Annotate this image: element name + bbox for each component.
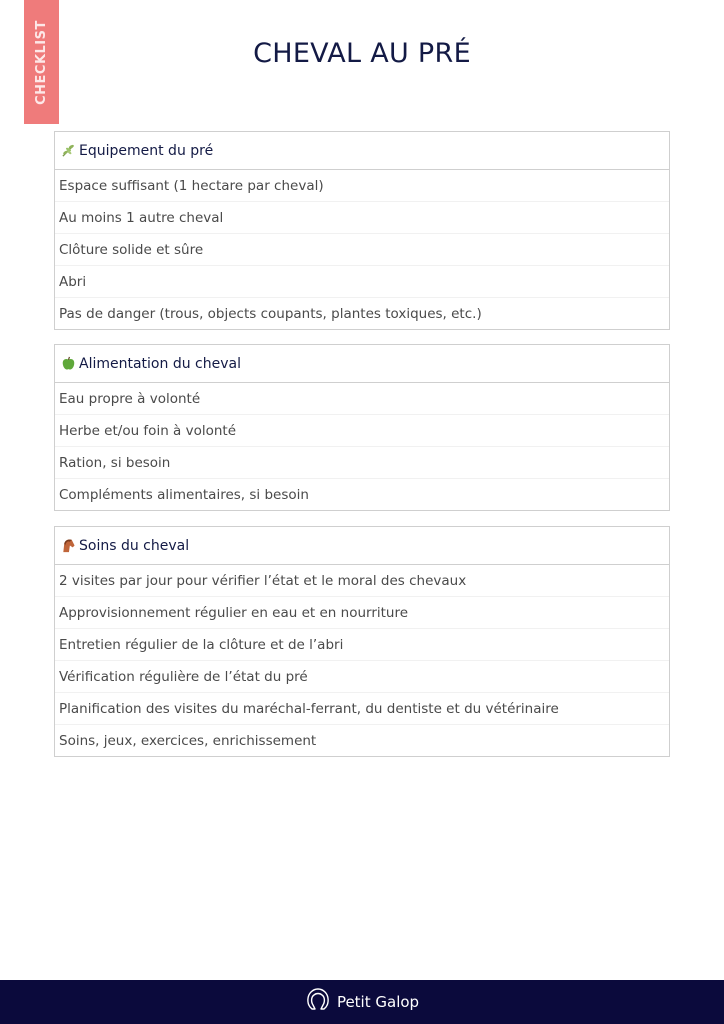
checklist-item: Abri	[55, 266, 669, 298]
section-header	[55, 527, 669, 565]
section-soins	[54, 526, 670, 757]
section-header	[55, 345, 669, 383]
green-apple-icon	[60, 356, 76, 372]
section-alimentation	[54, 344, 670, 511]
section-header	[55, 132, 669, 170]
horseshoe-icon	[305, 987, 331, 1018]
checklist-item: Soins, jeux, exercices, enrichissement	[59, 732, 317, 749]
checklist-item: Eau propre à volonté	[55, 383, 669, 415]
checklist-item: Espace suffisant (1 hectare par cheval)	[55, 170, 669, 202]
horse-head-icon	[60, 538, 76, 554]
section-heading: Alimentation du cheval	[79, 355, 241, 372]
section-equipement	[54, 131, 670, 330]
checklist-item: Compléments alimentaires, si besoin	[59, 486, 309, 503]
checklist-item: Planification des visites du maréchal-ferrant, du dentiste et du vétérinaire	[55, 693, 669, 725]
checklist-item: Au moins 1 autre cheval	[55, 202, 669, 234]
checklist-item: Clôture solide et sûre	[55, 234, 669, 266]
section-heading: Soins du cheval	[79, 537, 190, 554]
checklist-item: Approvisionnement régulier en eau et en nourriture	[55, 597, 669, 629]
checklist-label: CHECKLIST	[34, 19, 49, 105]
section-heading: Equipement du pré	[79, 142, 214, 159]
page-title: CHEVAL AU PRÉ	[253, 38, 471, 69]
footer	[0, 980, 724, 1024]
herb-icon	[60, 143, 76, 159]
brand-name: Petit Galop	[336, 993, 420, 1011]
checklist-item: 2 visites par jour pour vérifier l’état et le moral des chevaux	[55, 565, 669, 597]
checklist-item: Ration, si besoin	[55, 447, 669, 479]
checklist-item: Herbe et/ou foin à volonté	[55, 415, 669, 447]
checklist-item: Entretien régulier de la clôture et de l’abri	[55, 629, 669, 661]
checklist-item: Vérification régulière de l’état du pré	[55, 661, 669, 693]
checklist-item: Pas de danger (trous, objects coupants, plantes toxiques, etc.)	[59, 305, 482, 322]
